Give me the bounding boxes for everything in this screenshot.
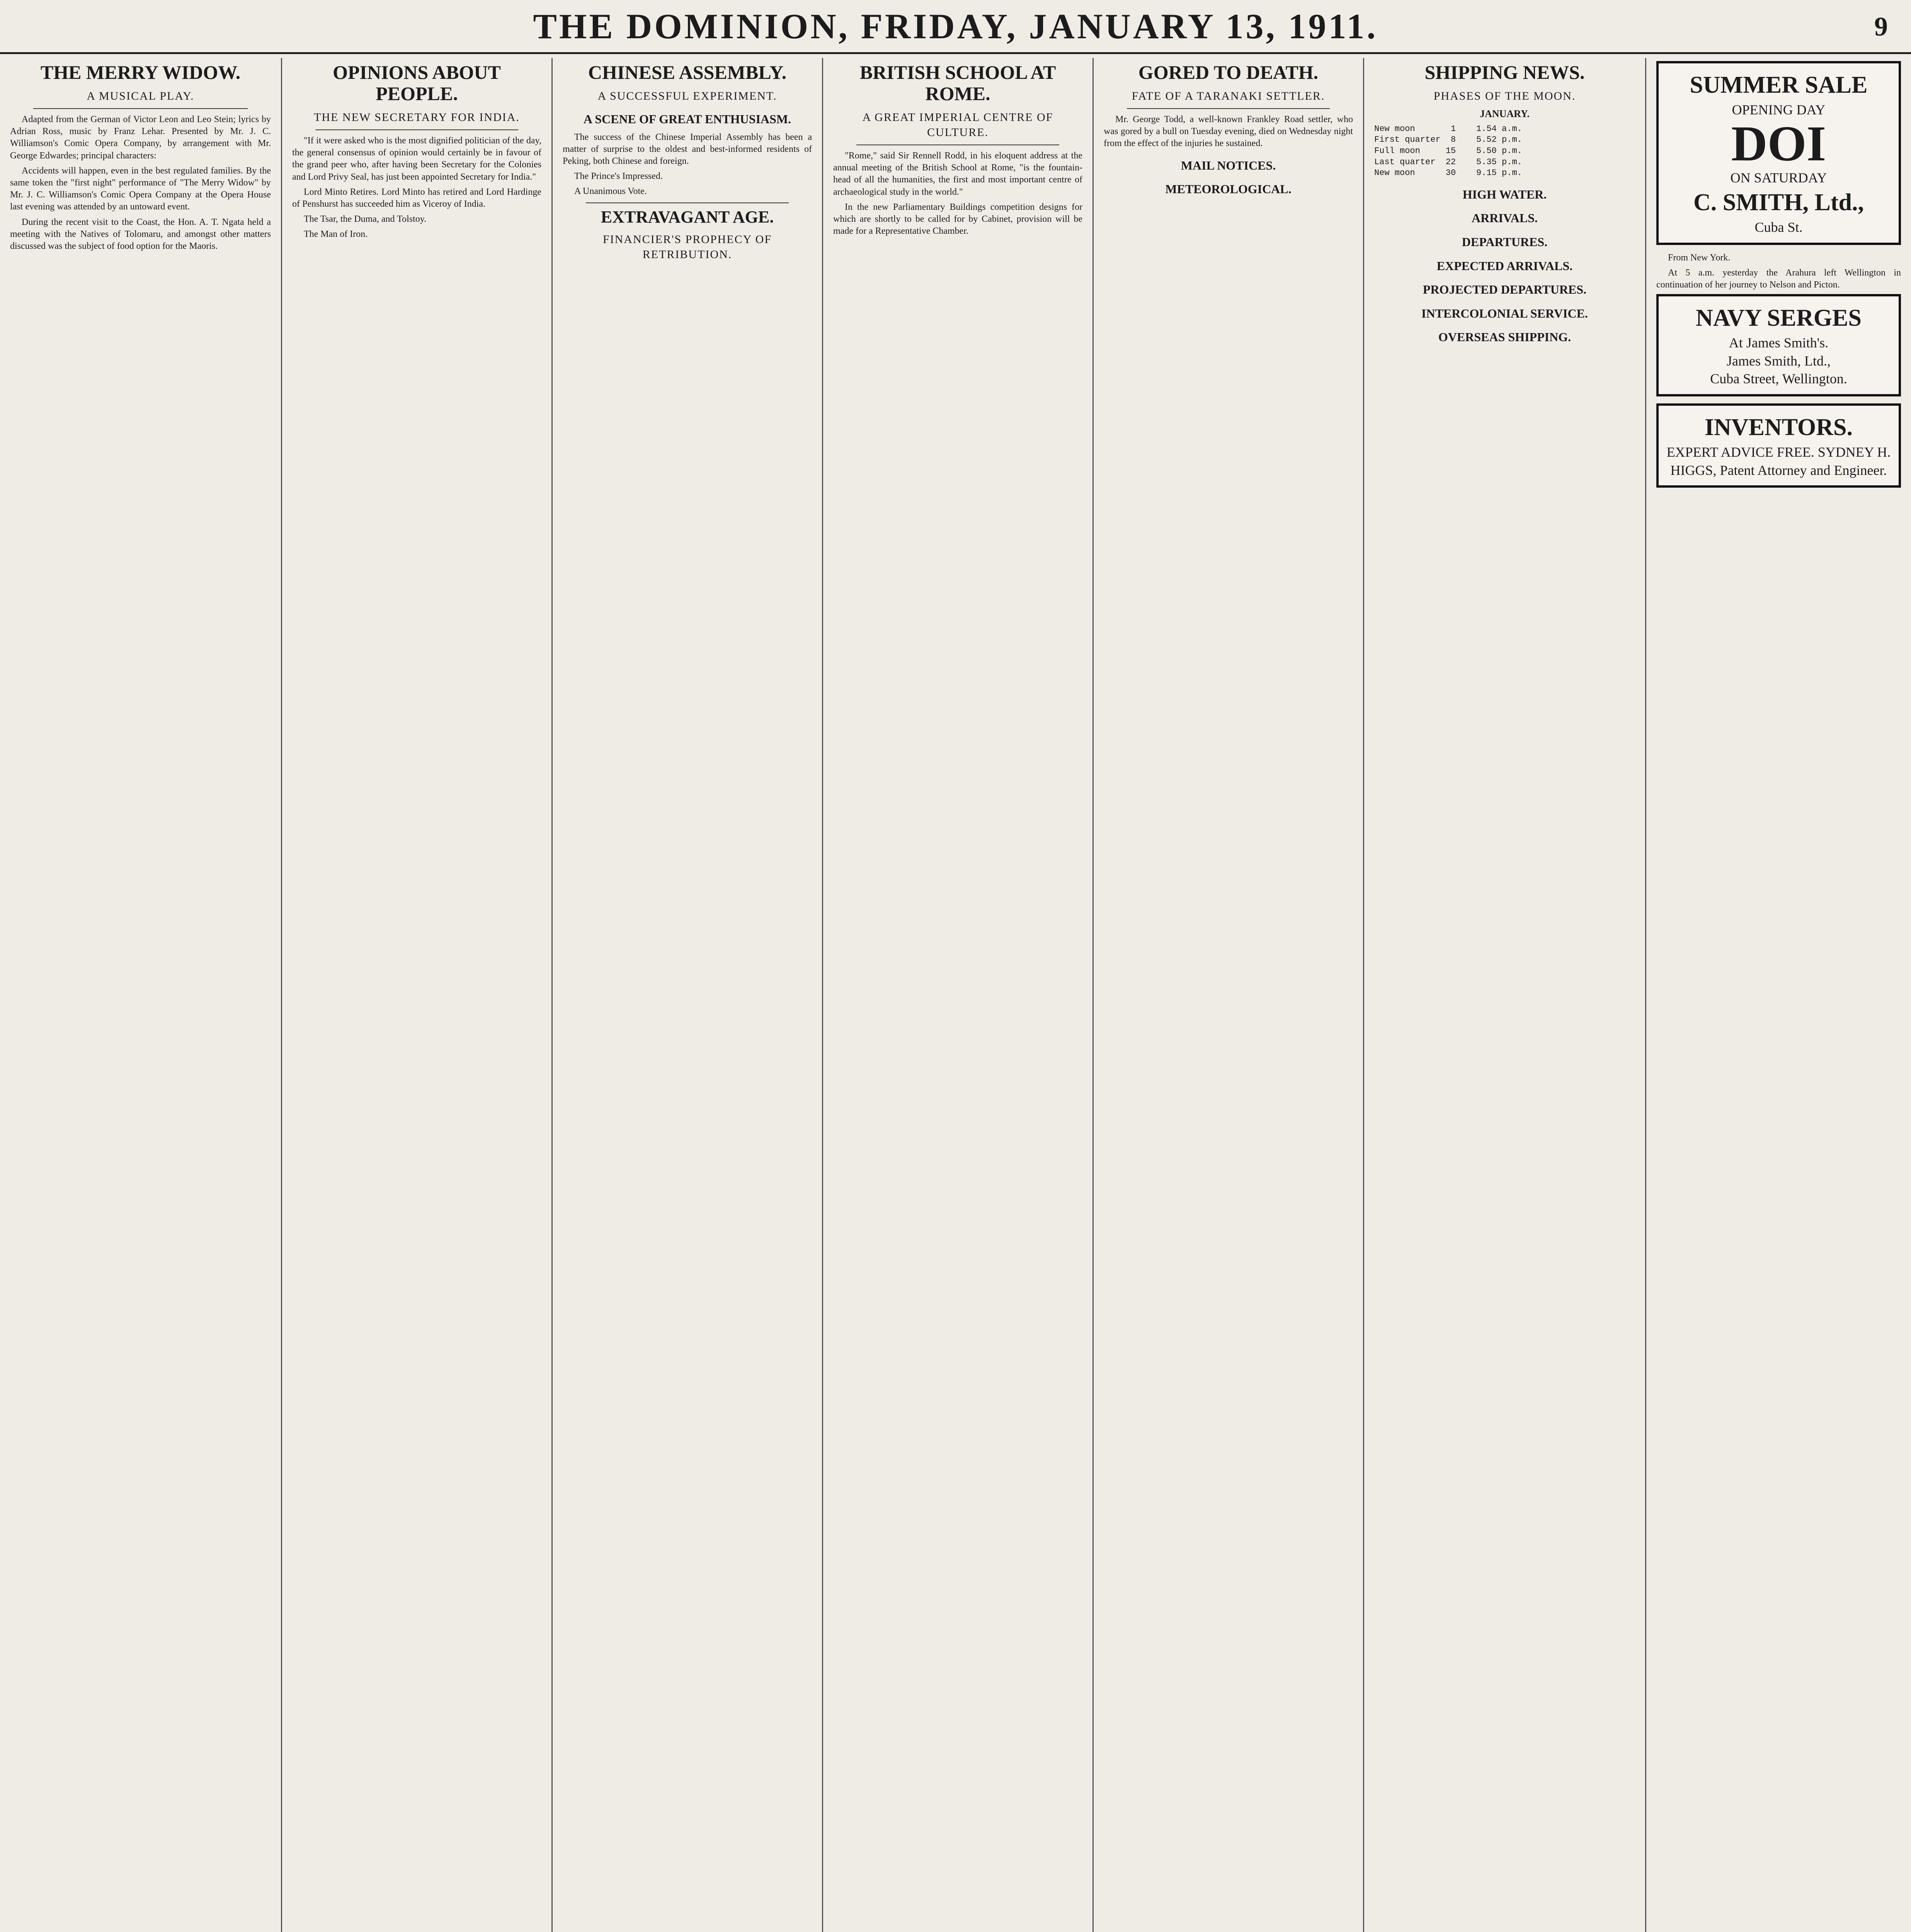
section-heading: DEPARTURES. — [1462, 235, 1548, 249]
paragraph: The Prince's Impressed. — [574, 171, 663, 182]
column-chinese-assembly — [553, 58, 823, 1932]
moon-row: Last quarter 22 5.35 p.m. — [1374, 157, 1522, 167]
column-merry-widow — [0, 58, 282, 1932]
paragraph: The success of the Chinese Imperial Assembly has been a matter of surprise to the oldest and best-informed residents of Peking, both Chinese and foreign. — [563, 132, 812, 166]
paragraph: Adapted from the German of Victor Leon and Leo Stein; lyrics by Adrian Ross, music by Franz Lehar. Presented by Mr. J. C. Williamson's Comic Opera Company, by arrangement with Mr. George Edwardes; principal characters: — [10, 114, 271, 161]
section-heading: A SCENE OF GREAT ENTHUSIASM. — [583, 112, 791, 126]
column-shipping — [1364, 58, 1646, 1932]
article-heading: THE MERRY WIDOW. — [40, 61, 241, 83]
section-heading: HIGH WATER. — [1462, 187, 1547, 201]
section-heading: OVERSEAS SHIPPING. — [1438, 330, 1571, 344]
article-subheading: FATE OF A TARANAKI SETTLER. — [1132, 90, 1325, 102]
paragraph: "If it were asked who is the most dignified politician of the day, the general consensus of opinion would certainly be in favour of the grand peer who, after having been Secretary for the Colonies and Lord Privy Seal, has just been appointed Secretary for India." — [292, 136, 541, 182]
article-subheading: A MUSICAL PLAY. — [87, 90, 194, 102]
ad-line: ON SATURDAY — [1730, 170, 1827, 186]
article-heading: SHIPPING NEWS. — [1424, 61, 1585, 83]
column-opinions — [282, 58, 553, 1932]
article-subheading: THE NEW SECRETARY FOR INDIA. — [314, 111, 520, 124]
masthead — [0, 0, 1911, 54]
month-label: JANUARY. — [1480, 108, 1530, 119]
page-number: 9 — [1874, 12, 1888, 42]
article-heading: GORED TO DEATH. — [1138, 61, 1319, 83]
section-heading: EXPECTED ARRIVALS. — [1436, 259, 1573, 273]
article-heading: BRITISH SCHOOL AT ROME. — [859, 61, 1056, 104]
paragraph: A Unanimous Vote. — [574, 186, 647, 197]
section-heading: ARRIVALS. — [1471, 211, 1538, 225]
ad-brand: DOI — [1731, 116, 1826, 172]
article-heading-2: EXTRAVAGANT AGE. — [601, 207, 774, 226]
moon-row: Full moon 15 5.50 p.m. — [1374, 146, 1522, 156]
advert-navy-serges — [1656, 294, 1901, 396]
paragraph: "Rome," said Sir Rennell Rodd, in his eloquent address at the annual meeting of the British School at Rome, "is the fountain-head of all the humanities, the first and most important centre of archaeological study in the world." — [833, 151, 1082, 197]
advert-inventors — [1656, 403, 1901, 488]
paragraph: The Man of Iron. — [304, 229, 368, 240]
moon-row: New moon 1 1.54 a.m. — [1374, 124, 1522, 134]
ad-line: OPENING DAY — [1732, 102, 1826, 117]
article-subheading: PHASES OF THE MOON. — [1433, 90, 1576, 102]
ad-title: NAVY SERGES — [1696, 305, 1862, 332]
column-gored — [1094, 58, 1364, 1932]
ad-subtitle: At James Smith's. — [1729, 335, 1829, 350]
section-heading: INTERCOLONIAL SERVICE. — [1421, 306, 1588, 320]
section-heading: PROJECTED DEPARTURES. — [1423, 282, 1587, 297]
article-heading: OPINIONS ABOUT PEOPLE. — [333, 61, 501, 104]
paragraph: From New York. — [1668, 252, 1731, 263]
paragraph: Accidents will happen, even in the best regulated families. By the same token the "first night" performance of "The Merry Widow" by Mr. J. C. Williamson's Comic Opera Company at the Opera House last evening was attended by an untoward event. — [10, 165, 271, 212]
ad-line: SUMMER SALE — [1690, 72, 1868, 98]
paragraph: The Tsar, the Duma, and Tolstoy. — [304, 214, 427, 224]
paragraph: At 5 a.m. yesterday the Arahura left Wellington in continuation of her journey to Nelson and Picton. — [1656, 267, 1901, 290]
column-british-school — [823, 58, 1094, 1932]
paragraph: Mr. George Todd, a well-known Frankley Road settler, who was gored by a bull on Tuesday evening, died on Wednesday night from the effect of the injuries he sustained. — [1104, 114, 1353, 149]
article-subheading-2: FINANCIER'S PROPHECY OF RETRIBUTION. — [602, 233, 772, 261]
moon-row: New moon 30 9.15 p.m. — [1374, 168, 1522, 178]
article-subheading: A SUCCESSFUL EXPERIMENT. — [597, 90, 777, 102]
section-heading: METEOROLOGICAL. — [1165, 182, 1292, 196]
paragraph: In the new Parliamentary Buildings competition designs for which are shortly to be called for by Cabinet, provision will be made for a Representative Chamber. — [833, 202, 1082, 236]
moon-row: First quarter 8 5.52 p.m. — [1374, 135, 1522, 145]
ad-text: EXPERT ADVICE FREE. SYDNEY H. HIGGS, Patent Attorney and Engineer. — [1666, 444, 1891, 478]
paragraph: Lord Minto Retires. Lord Minto has retired and Lord Hardinge of Penshurst has succeeded him as Viceroy of India. — [292, 187, 541, 209]
ad-street: Cuba Street, Wellington. — [1710, 371, 1847, 387]
ad-shop: James Smith, Ltd., — [1727, 353, 1831, 369]
advert-summer-sale — [1656, 61, 1901, 245]
column-adverts — [1646, 58, 1911, 1932]
masthead-title: THE DOMINION, FRIDAY, JANUARY 13, 1911. — [533, 6, 1378, 46]
ad-street: Cuba St. — [1754, 219, 1803, 235]
section-heading: MAIL NOTICES. — [1181, 158, 1276, 172]
ad-title: INVENTORS. — [1704, 414, 1853, 441]
ad-shop: C. SMITH, Ltd., — [1693, 189, 1864, 216]
article-subheading: A GREAT IMPERIAL CENTRE OF CULTURE. — [862, 111, 1053, 139]
article-heading: CHINESE ASSEMBLY. — [588, 61, 787, 83]
paragraph: During the recent visit to the Coast, the Hon. A. T. Ngata held a meeting with the Natives of Tolomaru, and amongst other matters discussed was the subject of food option for the Maoris. — [10, 217, 271, 251]
